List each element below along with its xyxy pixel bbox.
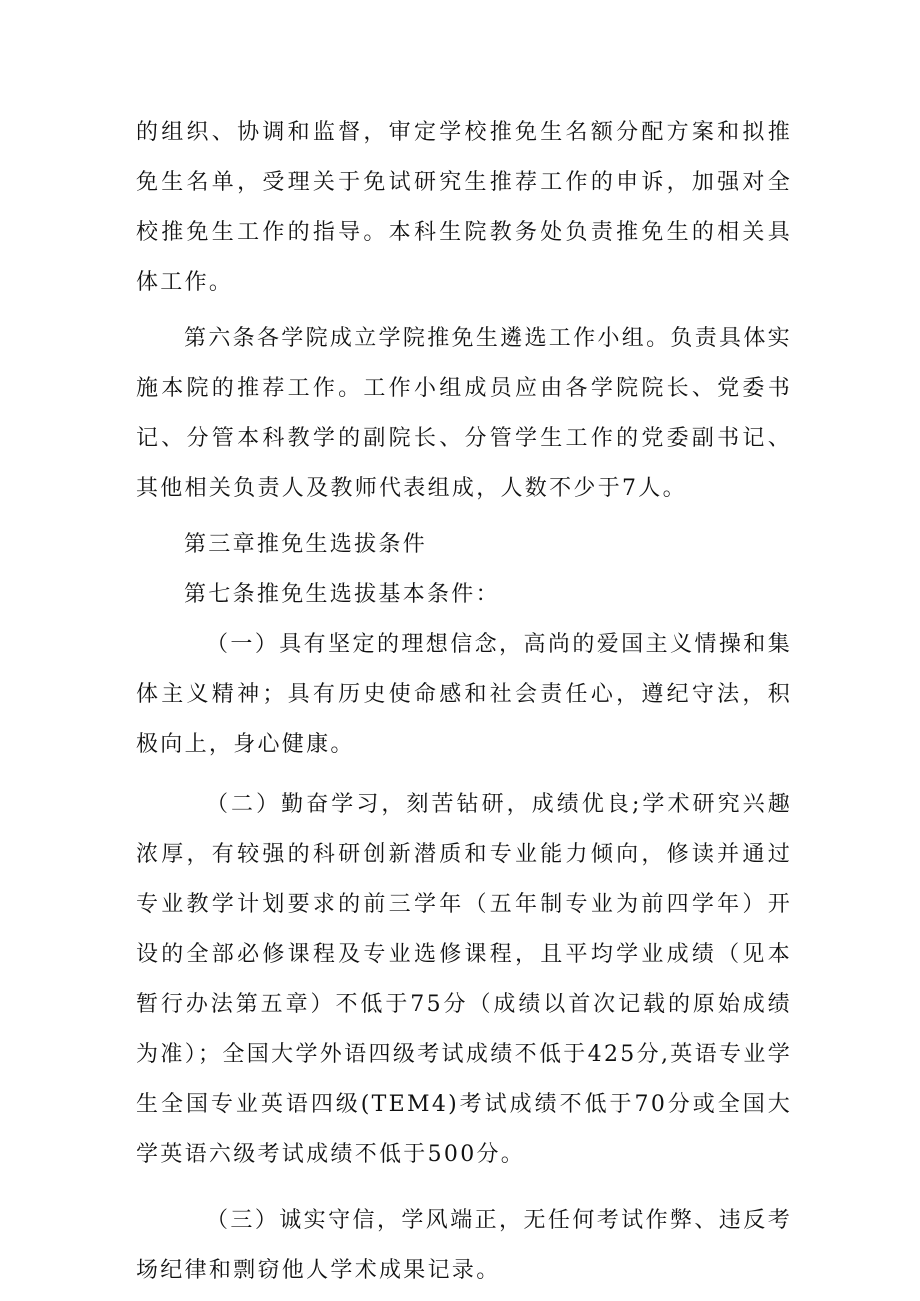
condition-3: （三）诚实守信，学风端正，无任何考试作弊、违反考场纪律和剽窃他人学术成果记录。 xyxy=(136,1208,792,1283)
chapter-3-heading: 第三章推免生选拔条件 xyxy=(184,532,428,557)
paragraph-article-7: 第七条推免生选拔基本条件： xyxy=(184,582,500,607)
paragraph-organization-duties: 的组织、协调和监督，审定学校推免生名额分配方案和拟推免生名单，受理关于免试研究生推荐工作的申诉，加强对全校推免生工作的指导。本科生院教务处负责推免生的相关具体工作。 xyxy=(136,120,792,295)
document-body xyxy=(136,108,792,1296)
paragraph-article-6: 第六条各学院成立学院推免生遴选工作小组。负责具体实施本院的推荐工作。工作小组成员应由各学院院长、党委书记、分管本科教学的副院长、分管学生工作的党委副书记、其他相关负责人及教师代表组成，人数不少于7人。 xyxy=(136,326,792,501)
condition-1: （一）具有坚定的理想信念，高尚的爱国主义情操和集体主义精神；具有历史使命感和社会责任心，遵纪守法，积极向上，身心健康。 xyxy=(136,632,792,757)
condition-2: （二）勤奋学习，刻苦钻研，成绩优良;学术研究兴趣浓厚，有较强的科研创新潜质和专业能力倾向，修读并通过专业教学计划要求的前三学年（五年制专业为前四学年）开设的全部必修课程及专业选修课程，且平均学业成绩（见本暂行办法第五章）不低于75分（成绩以首次记载的原始成绩为准）；全国大学外语四级考试成绩不低于425分,英语专业学生全国专业英语四级(TEM4)考试成绩不低于70分或全国大学英语六级考试成绩不低于500分。 xyxy=(136,792,792,1167)
